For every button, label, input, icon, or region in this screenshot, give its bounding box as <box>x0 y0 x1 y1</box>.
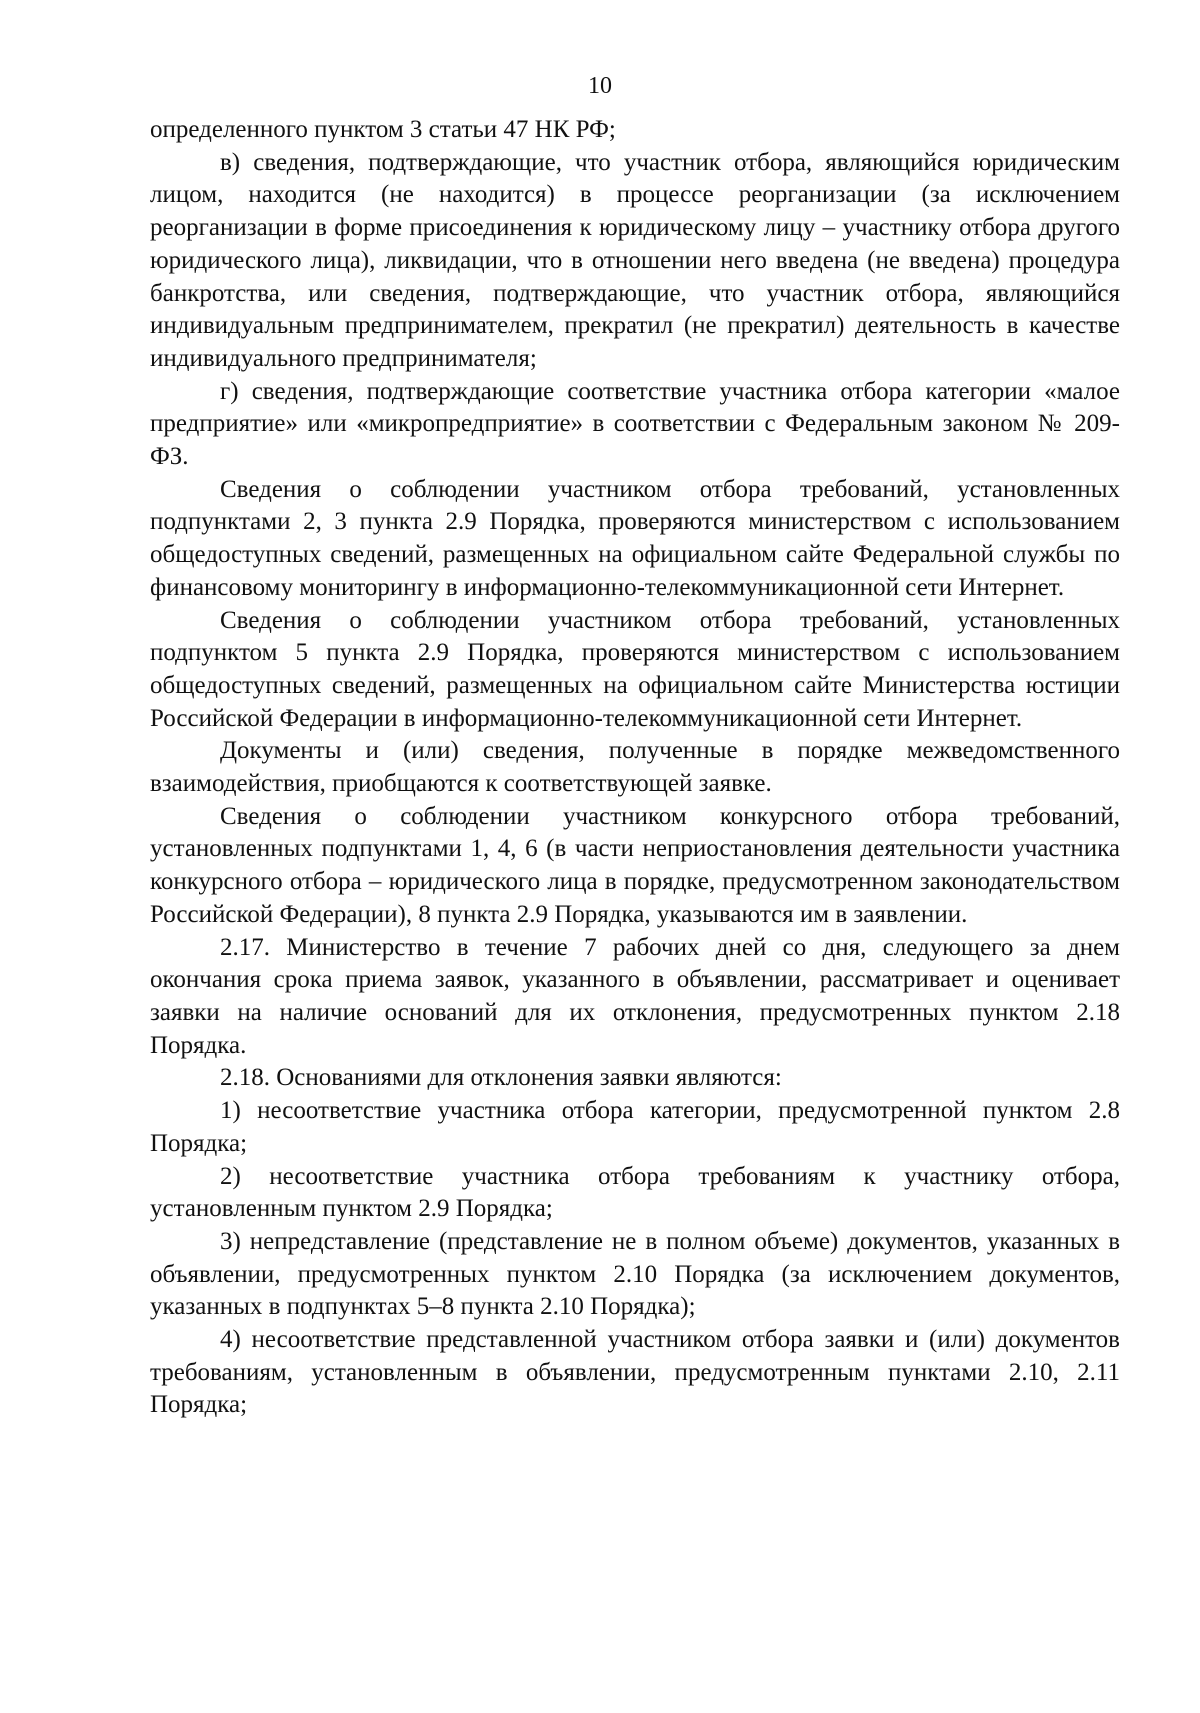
paragraph-rejection-ground-4: 4) несоответствие представленной участником отбора заявки и (или) документов требованиям, установленным в объявлении, предусмотренным пунктами 2.10, 2.11 Порядка; <box>150 1326 1120 1419</box>
document-body <box>150 114 1120 1422</box>
paragraph-continuation: определенного пунктом 3 статьи 47 НК РФ; <box>150 116 616 143</box>
paragraph-item-g: г) сведения, подтверждающие соответствие участника отбора категории «малое предприятие» или «микропредприятие» в соответствии с Федеральным законом № 209-ФЗ. <box>150 377 1120 471</box>
paragraph-rejection-ground-1: 1) несоответствие участника отбора категории, предусмотренной пунктом 2.8 Порядка; <box>150 1097 1120 1157</box>
paragraph-rejection-ground-2: 2) несоответствие участника отбора требованиям к участнику отбора, установленным пунктом 2.9 Порядка; <box>150 1162 1120 1223</box>
paragraph-declared-in-application: Сведения о соблюдении участником конкурсного отбора требований, установленных подпунктами 1, 4, 6 (в части неприостановления деятельности участника конкурсного отбора – юридического лица в порядке, предусмотренном законодательством Российской Федерации), 8 пункта 2.9 Порядка, указываются им в заявлении. <box>150 802 1120 928</box>
paragraph-interagency-documents: Документы и (или) сведения, полученные в порядке межведомственного взаимодействия, приобщаются к соответствующей заявке. <box>150 737 1120 798</box>
paragraph-clause-2-18: 2.18. Основаниями для отклонения заявки являются: <box>220 1064 782 1092</box>
paragraph-item-v: в) сведения, подтверждающие, что участник отбора, являющийся юридическим лицом, находится (не находится) в процессе реорганизации (за исключением реорганизации в форме присоединения к юридическому лицу – участнику отбора другого юридического лица), ликвидации, что в отношении него введена (не введена) процедура банкротства, или сведения, подтверждающие, что участник отбора, являющийся индивидуальным предпринимателем, прекратил (не прекратил) деятельность в качестве индивидуального предпринимателя; <box>150 148 1120 372</box>
paragraph-rejection-ground-3: 3) непредставление (представление не в полном объеме) документов, указанных в объявлении, предусмотренных пунктом 2.10 Порядка (за исключением документов, указанных в подпунктах 5–8 пункта 2.10 Порядка); <box>150 1227 1120 1321</box>
paragraph-clause-2-17: 2.17. Министерство в течение 7 рабочих дней со дня, следующего за днем окончания срока приема заявок, указанного в объявлении, рассматривает и оценивает заявки на наличие оснований для их отклонения, предусмотренных пунктом 2.18 Порядка. <box>150 933 1120 1059</box>
paragraph-minjust-check: Сведения о соблюдении участником отбора требований, установленных подпунктом 5 пункта 2.9 Порядка, проверяются министерством с использованием общедоступных сведений, размещенных на официальном сайте Министерства юстиции Российской Федерации в информационно-телекоммуникационной сети Интернет. <box>150 606 1120 732</box>
paragraph-rosfinmonitoring-check: Сведения о соблюдении участником отбора требований, установленных подпунктами 2, 3 пункта 2.9 Порядка, проверяются министерством с использованием общедоступных сведений, размещенных на официальном сайте Федеральной службы по финансовому мониторингу в информационно-телекоммуникационной сети Интернет. <box>150 475 1120 601</box>
page-number: 10 <box>588 73 612 99</box>
